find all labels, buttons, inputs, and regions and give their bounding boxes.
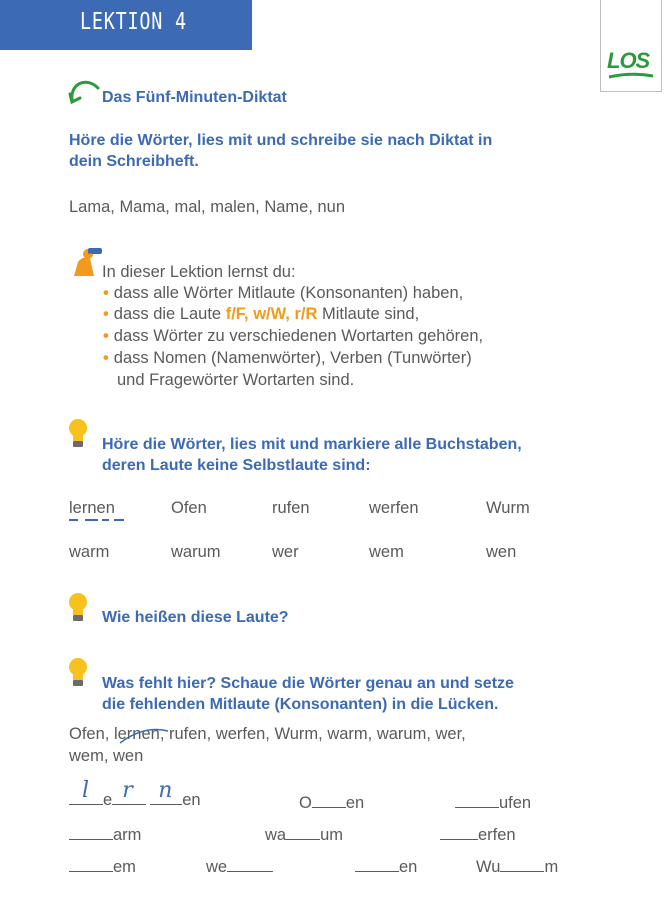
word-warm: warm [69, 543, 110, 561]
word-wer: wer [272, 543, 299, 561]
word-wen: wen [486, 543, 517, 561]
instruction-line: Höre die Wörter, lies mit und schreibe sie nach Diktat in [69, 132, 493, 149]
gap-blank[interactable] [455, 793, 499, 808]
gap-blank[interactable] [112, 778, 146, 805]
task-instruction: Höre die Wörter, lies mit und markiere alle Buchstaben, [102, 436, 522, 453]
task-instruction: die fehlenden Mitlaute (Konsonanten) in die Lücken. [102, 696, 499, 713]
instruction-line: dein Schreibheft. [69, 153, 199, 170]
goal-item: • dass alle Wörter Mitlaute (Konsonanten) haben, [103, 284, 464, 302]
gap-blank[interactable] [227, 857, 273, 872]
goal-item: • dass Wörter zu verschiedenen Wortarten gehören, [103, 327, 484, 345]
strike-mark [118, 727, 170, 745]
word-wurm: Wurm [486, 499, 530, 517]
lightbulb-icon [68, 418, 88, 450]
gap-word-werfen: erfen [440, 825, 516, 845]
lightbulb-icon [68, 592, 88, 624]
gap-blank[interactable] [69, 825, 113, 840]
handwritten-letter: n [158, 778, 173, 803]
word-list: wem, wen [69, 747, 144, 765]
child-binoculars-icon [68, 244, 106, 278]
gap-word-rufen: ufen [455, 793, 531, 813]
gap-word-wer: we [206, 857, 273, 877]
goal-item-continued: und Fragewörter Wortarten sind. [117, 371, 355, 389]
goal-item: • dass die Laute f/F, w/W, r/R Mitlaute sind, [103, 305, 420, 323]
task-instruction: Wie heißen diese Laute? [102, 609, 289, 626]
gap-word-wen: en [355, 857, 417, 877]
gap-word-warm: arm [69, 825, 141, 845]
word-wem: wem [369, 543, 404, 561]
gap-blank[interactable] [355, 857, 399, 872]
gap-blank[interactable] [69, 857, 113, 872]
curved-arrow-icon [68, 74, 102, 104]
goal-item: • dass Nomen (Namenwörter), Verben (Tunwörter) [103, 349, 472, 367]
section-title-diktat: Das Fünf-Minuten-Diktat [102, 89, 287, 106]
gap-word-wurm: Wu m [476, 858, 559, 876]
word-ofen: Ofen [171, 499, 207, 517]
task-instruction: Was fehlt hier? Schaue die Wörter genau an und setze [102, 675, 514, 692]
goals-intro: In dieser Lektion lernst du: [102, 263, 296, 281]
gap-blank[interactable] [286, 825, 320, 840]
word-list: Ofen, lernen , rufen, werfen, Wurm, warm, warum, wer, [69, 725, 466, 743]
los-logo [600, 0, 662, 92]
lightbulb-icon [68, 657, 88, 689]
word-werfen: werfen [369, 499, 419, 517]
gap-blank[interactable] [312, 793, 346, 808]
task-instruction: deren Laute keine Selbstlaute sind: [102, 457, 371, 474]
gap-word-ofen: O en [299, 794, 365, 812]
consonant-markings [68, 517, 126, 523]
word-lernen: lernen [69, 499, 115, 517]
gap-word-wem: em [69, 857, 136, 877]
gap-blank[interactable] [440, 825, 478, 840]
word-warum: warum [171, 543, 221, 561]
lesson-title: LEKTION 4 [80, 9, 187, 35]
word-rufen: rufen [272, 499, 310, 517]
gap-blank[interactable] [69, 778, 103, 805]
gap-word-warum: wa um [265, 826, 344, 844]
gap-word-lernen: l e r n en [69, 790, 201, 810]
dictation-words: Lama, Mama, mal, malen, Name, nun [69, 198, 346, 216]
crossed-word: lernen [114, 725, 160, 743]
handwritten-letter: r [122, 778, 133, 803]
lesson-banner [0, 0, 252, 50]
handwritten-letter: l [82, 778, 90, 803]
logo-swoosh-icon [607, 72, 655, 80]
gap-blank[interactable] [150, 778, 182, 805]
gap-blank[interactable] [500, 857, 544, 872]
logo-text: LOS [607, 48, 650, 73]
